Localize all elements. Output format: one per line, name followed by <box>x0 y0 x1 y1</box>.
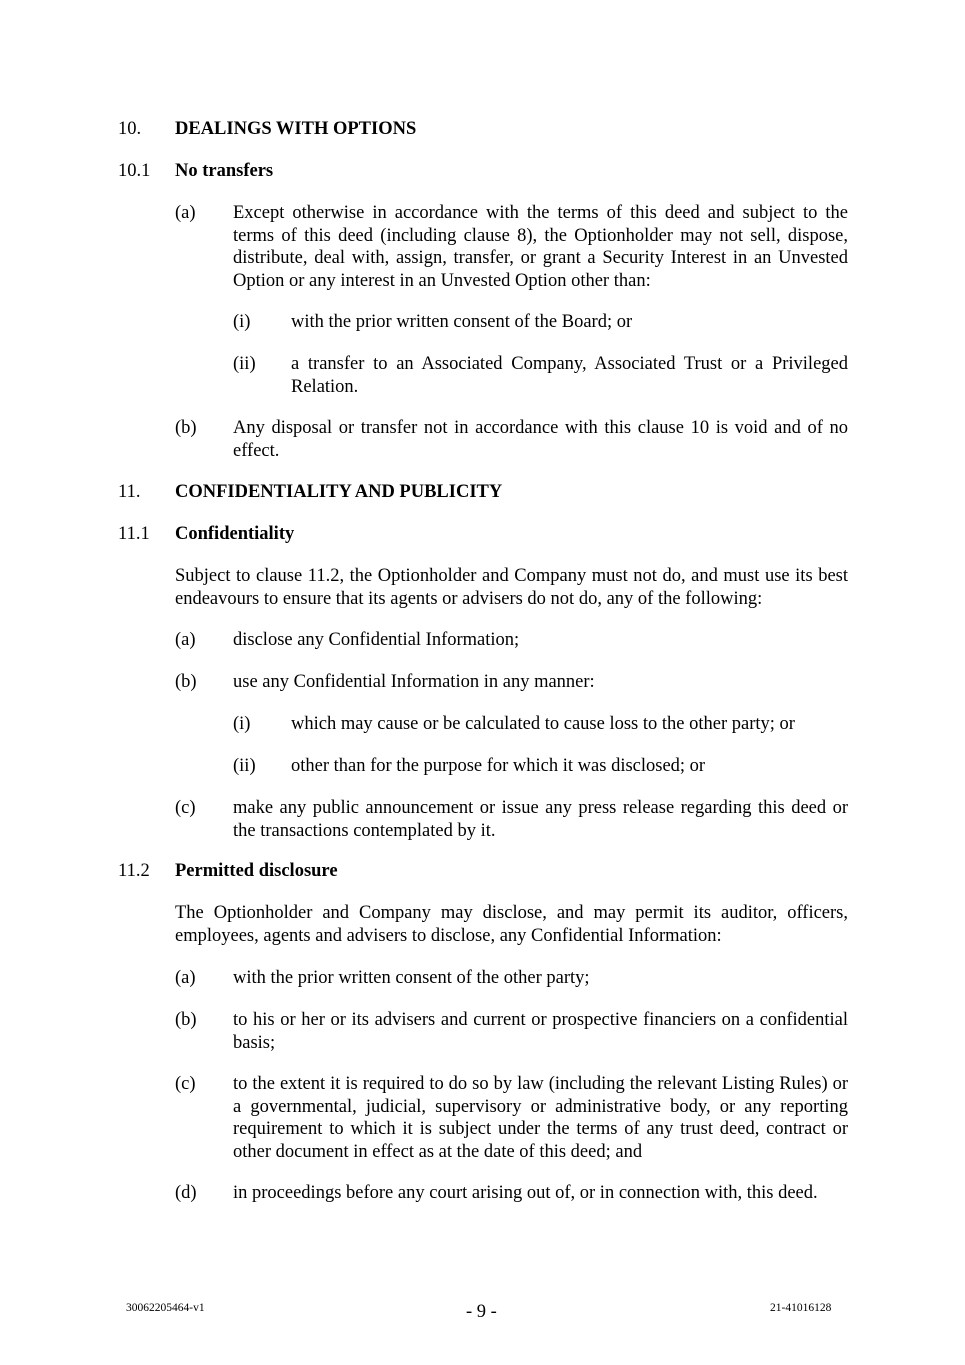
clause-10-1b-label: (b) <box>175 418 197 438</box>
clause-11-2-heading: Permitted disclosure <box>175 861 338 881</box>
clause-10-1a-label: (a) <box>175 203 196 223</box>
clause-11-1-intro: Subject to clause 11.2, the Optionholder and Company must not do, and must use its best endeavours to ensure that its agents or advisers do not do, any of the following: <box>175 566 848 609</box>
clause-11-2b-label: (b) <box>175 1010 197 1030</box>
clause-11-2-number: 11.2 <box>118 861 150 881</box>
clause-10-1a-ii-label: (ii) <box>233 354 256 374</box>
clause-10-1-number: 10.1 <box>118 161 151 181</box>
clause-11-1c-text: make any public announcement or issue any press release regarding this deed or the transactions contemplated by it. <box>233 798 848 841</box>
clause-10-1a-ii-text: a transfer to an Associated Company, Associated Trust or a Privileged Relation. <box>291 354 848 397</box>
section-10-heading: DEALINGS WITH OPTIONS <box>175 119 417 139</box>
clause-10-1-heading: No transfers <box>175 161 274 181</box>
clause-11-1-number: 11.1 <box>118 524 150 544</box>
clause-11-1b-label: (b) <box>175 672 197 692</box>
clause-11-1b-text: use any Confidential Information in any manner: <box>233 672 595 692</box>
clause-11-2c-label: (c) <box>175 1074 196 1094</box>
clause-11-1-heading: Confidentiality <box>175 524 295 544</box>
clause-11-1b-ii-label: (ii) <box>233 756 256 776</box>
clause-11-1b-i-text: which may cause or be calculated to cause loss to the other party; or <box>291 714 795 734</box>
clause-10-1a-text: Except otherwise in accordance with the terms of this deed and subject to the terms of this deed (including clause 8), the Optionholder may not sell, dispose, distribute, deal with, assign, transfer, or grant a Security Interest in an Unvested Option or any interest in an Unvested Option other than: <box>233 203 848 291</box>
clause-11-2d-text: in proceedings before any court arising out of, or in connection with, this deed. <box>233 1183 818 1203</box>
clause-11-1c-label: (c) <box>175 798 196 818</box>
clause-11-1b-i-label: (i) <box>233 714 251 734</box>
clause-11-1a-text: disclose any Confidential Information; <box>233 630 520 650</box>
clause-11-2b-text: to his or her or its advisers and current or prospective financiers on a confidential basis; <box>233 1010 848 1053</box>
section-11-number: 11. <box>118 482 141 502</box>
clause-11-2d-label: (d) <box>175 1183 197 1203</box>
footer-document-id: 30062205464-v1 <box>126 1302 205 1314</box>
section-11-heading: CONFIDENTIALITY AND PUBLICITY <box>175 482 503 502</box>
footer-matter-id: 21-41016128 <box>770 1302 832 1314</box>
clause-10-1a-i-label: (i) <box>233 312 251 332</box>
clause-11-1a-label: (a) <box>175 630 196 650</box>
clause-10-1a-i-text: with the prior written consent of the Board; or <box>291 312 633 332</box>
section-10-number: 10. <box>118 119 142 139</box>
page-number: - 9 - <box>466 1302 497 1322</box>
clause-11-1b-ii-text: other than for the purpose for which it was disclosed; or <box>291 756 706 776</box>
clause-11-2c-text: to the extent it is required to do so by law (including the relevant Listing Rules) or a governmental, judicial, supervisory or administrative body, or any reporting requirement to which it is subject under the terms of any trust deed, contract or other document in effect as at the date of this deed; and <box>233 1074 848 1162</box>
clause-10-1b-text: Any disposal or transfer not in accordance with this clause 10 is void and of no effect. <box>233 418 848 461</box>
clause-11-2a-text: with the prior written consent of the other party; <box>233 968 590 988</box>
clause-11-2-intro: The Optionholder and Company may disclose, and may permit its auditor, officers, employees, agents and advisers to disclose, any Confidential Information: <box>175 903 848 946</box>
clause-11-2a-label: (a) <box>175 968 196 988</box>
